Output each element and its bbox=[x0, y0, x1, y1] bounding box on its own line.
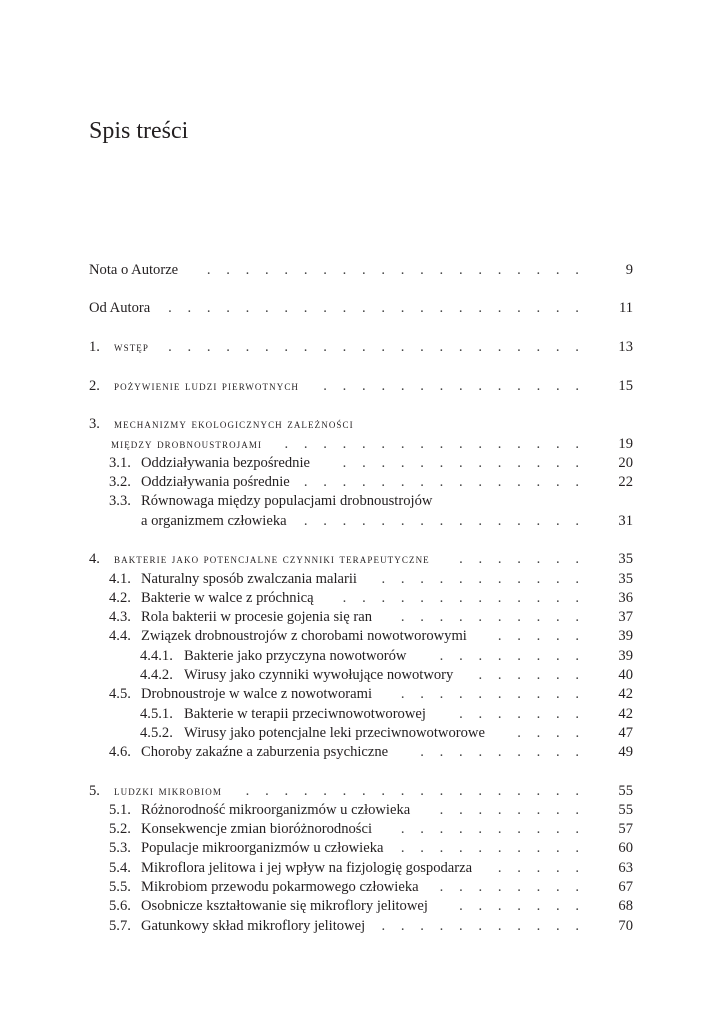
toc-entry[interactable] bbox=[0, 511, 725, 531]
toc-leader-dots: . . . . . . . . . . . . . bbox=[342, 590, 580, 606]
toc-entry[interactable] bbox=[0, 337, 725, 357]
toc-entry-title: Wirusy jako czynniki wywołujące nowotwory bbox=[184, 667, 454, 683]
toc-leader-dots: . . . . . . . . . . . . . . bbox=[323, 378, 579, 394]
toc-entry[interactable] bbox=[0, 414, 725, 434]
toc-entry[interactable] bbox=[0, 896, 725, 916]
toc-entry-page: 13 bbox=[618, 339, 633, 355]
toc-entry-number: 4.2. bbox=[109, 590, 131, 606]
toc-entry-number: 5.2. bbox=[109, 821, 131, 837]
toc-leader-dots: . . . . . . . . bbox=[439, 648, 580, 664]
toc-entry-page: 55 bbox=[618, 783, 633, 799]
toc-entry-page: 49 bbox=[618, 744, 633, 760]
toc-leader-dots: . . . . . . . . . . . . . . . . . . . . . . bbox=[168, 339, 579, 355]
toc-entry[interactable] bbox=[0, 472, 725, 492]
toc-entry-number: 4.6. bbox=[109, 744, 131, 760]
toc-entry[interactable] bbox=[0, 434, 725, 454]
toc-entry-title: Osobnicze kształtowanie się mikroflory jelitowej bbox=[141, 898, 428, 914]
toc-entry-title: bakterie jako potencjalne czynniki terapeutyczne bbox=[114, 551, 430, 566]
toc-entry[interactable] bbox=[0, 626, 725, 646]
toc-entry-title: pożywienie ludzi pierwotnych bbox=[114, 378, 300, 393]
toc-entry-title: Konsekwencje zmian bioróżnorodności bbox=[141, 821, 372, 837]
toc-entry-page: 9 bbox=[625, 262, 633, 278]
toc-entry[interactable] bbox=[0, 742, 725, 762]
toc-entry-page: 36 bbox=[618, 590, 633, 606]
toc-entry-number: 4.1. bbox=[109, 571, 131, 587]
toc-entry-page: 67 bbox=[618, 879, 633, 895]
toc-entry[interactable] bbox=[0, 298, 725, 318]
toc-entry-title: ludzki mikrobiom bbox=[114, 783, 222, 798]
toc-entry-number: 4. bbox=[89, 551, 100, 567]
toc-entry-page: 68 bbox=[618, 898, 633, 914]
toc-entry-title: Różnorodność mikroorganizmów u człowieka bbox=[141, 802, 411, 818]
toc-entry-number: 5.5. bbox=[109, 879, 131, 895]
toc-entry-page: 39 bbox=[618, 628, 633, 644]
toc-entry[interactable] bbox=[0, 569, 725, 589]
toc-entry-number: 5.6. bbox=[109, 898, 131, 914]
toc-entry-title: Bakterie w walce z próchnicą bbox=[141, 590, 314, 606]
toc-entry-page: 63 bbox=[618, 860, 633, 876]
toc-leader-dots: . . . . . bbox=[497, 860, 580, 876]
toc-entry-title: Drobnoustroje w walce z nowotworami bbox=[141, 686, 373, 702]
toc-entry-page: 55 bbox=[618, 802, 633, 818]
toc-entry-title: mechanizmy ekologicznych zależności bbox=[114, 416, 354, 431]
toc-leader-dots: . . . . . . bbox=[478, 667, 580, 683]
toc-entry-title: między drobnoustrojami bbox=[111, 436, 263, 451]
toc-leader-dots: . . . . . . . . . . bbox=[400, 686, 580, 702]
toc-leader-dots: . . . . . . . bbox=[459, 551, 580, 567]
toc-entry-number: 4.4. bbox=[109, 628, 131, 644]
toc-entry-page: 31 bbox=[618, 513, 633, 529]
toc-entry-title: Rola bakterii w procesie gojenia się ran bbox=[141, 609, 372, 625]
toc-entry-number: 5.4. bbox=[109, 860, 131, 876]
toc-entry-number: 4.4.1. bbox=[140, 648, 173, 664]
toc-leader-dots: . . . . . . . . . . . . . bbox=[342, 455, 580, 471]
toc-leader-dots: . . . . . . . . . bbox=[420, 744, 580, 760]
toc-entry-page: 57 bbox=[618, 821, 633, 837]
toc-entry-number: 5.1. bbox=[109, 802, 131, 818]
toc-leader-dots: . . . . . bbox=[497, 628, 580, 644]
toc-entry-title: Równowaga między populacjami drobnoustrojów bbox=[141, 493, 433, 509]
toc-entry-title: Mikroflora jelitowa i jej wpływ na fizjologię gospodarza bbox=[141, 860, 473, 876]
toc-entry-number: 3.1. bbox=[109, 455, 131, 471]
toc-entry-title: wstęp bbox=[114, 339, 150, 354]
toc-leader-dots: . . . . . . . . . . . . . . . . . . . . bbox=[206, 262, 579, 278]
toc-entry-page: 11 bbox=[618, 300, 633, 316]
toc-leader-dots: . . . . bbox=[517, 725, 580, 741]
toc-entry-title: Choroby zakaźne a zaburzenia psychiczne bbox=[141, 744, 389, 760]
toc-leader-dots: . . . . . . . . bbox=[439, 802, 580, 818]
toc-leader-dots: . . . . . . . . . . bbox=[400, 821, 580, 837]
toc-entry-page: 40 bbox=[618, 667, 633, 683]
toc-entry-number: 3.2. bbox=[109, 474, 131, 490]
toc-entry-number: 4.3. bbox=[109, 609, 131, 625]
toc-entry[interactable] bbox=[0, 376, 725, 396]
toc-entry-title: Populacje mikroorganizmów u człowieka bbox=[141, 840, 384, 856]
toc-leader-dots: . . . . . . . . . . . . . . . bbox=[303, 513, 579, 529]
toc-entry-page: 70 bbox=[618, 918, 633, 934]
toc-entry-page: 37 bbox=[618, 609, 633, 625]
toc-entry[interactable] bbox=[0, 838, 725, 858]
toc-leader-dots: . . . . . . . . . . . . . . . . bbox=[284, 436, 579, 452]
toc-leader-dots: . . . . . . . bbox=[459, 706, 580, 722]
toc-entry-number: 4.5.2. bbox=[140, 725, 173, 741]
toc-entry-number: 4.5.1. bbox=[140, 706, 173, 722]
toc-entry-title: Naturalny sposób zwalczania malarii bbox=[141, 571, 357, 587]
toc-entry[interactable] bbox=[0, 646, 725, 666]
toc-entry[interactable] bbox=[0, 704, 725, 724]
toc-entry-number: 2. bbox=[89, 378, 100, 394]
toc-entry-title: Bakterie jako przyczyna nowotworów bbox=[184, 648, 407, 664]
toc-entry[interactable] bbox=[0, 453, 725, 473]
toc-entry-number: 5. bbox=[89, 783, 100, 799]
toc-entry-title: Wirusy jako potencjalne leki przeciwnowotworowe bbox=[184, 725, 485, 741]
toc-entry-title: Bakterie w terapii przeciwnowotworowej bbox=[184, 706, 426, 722]
toc-entry[interactable] bbox=[0, 684, 725, 704]
toc-entry-page: 42 bbox=[618, 706, 633, 722]
toc-entry-title: Gatunkowy skład mikroflory jelitowej bbox=[141, 918, 366, 934]
toc-entry-number: 4.4.2. bbox=[140, 667, 173, 683]
toc-entry-page: 22 bbox=[618, 474, 633, 490]
toc-entry-title: a organizmem człowieka bbox=[141, 513, 287, 529]
toc-entry-number: 5.3. bbox=[109, 840, 131, 856]
toc-entry[interactable] bbox=[0, 781, 725, 801]
toc-entry-number: 1. bbox=[89, 339, 100, 355]
toc-entry-number: 5.7. bbox=[109, 918, 131, 934]
toc-entry-page: 39 bbox=[618, 648, 633, 664]
toc-leader-dots: . . . . . . . . . . . . . . . bbox=[303, 474, 579, 490]
toc-entry-number: 3.3. bbox=[109, 493, 131, 509]
toc-entry[interactable] bbox=[0, 588, 725, 608]
toc-entry[interactable] bbox=[0, 858, 725, 878]
toc-entry-page: 42 bbox=[618, 686, 633, 702]
toc-leader-dots: . . . . . . . . . . . . . . . . . . bbox=[245, 783, 579, 799]
toc-entry-page: 35 bbox=[618, 571, 633, 587]
toc-leader-dots: . . . . . . . . . . bbox=[400, 609, 580, 625]
toc-entry-title: Oddziaływania pośrednie bbox=[141, 474, 290, 490]
toc-entry-page: 15 bbox=[618, 378, 633, 394]
toc-leader-dots: . . . . . . . . . . . bbox=[381, 918, 580, 934]
toc-entry-page: 60 bbox=[618, 840, 633, 856]
toc-entry-title: Oddziaływania bezpośrednie bbox=[141, 455, 310, 471]
toc-entry[interactable] bbox=[0, 800, 725, 820]
toc-entry-title: Mikrobiom przewodu pokarmowego człowieka bbox=[141, 879, 419, 895]
toc-entry[interactable] bbox=[0, 819, 725, 839]
toc-leader-dots: . . . . . . . . . . . . . . . . . . . . . . bbox=[168, 300, 579, 316]
toc-entry[interactable] bbox=[0, 723, 725, 743]
toc-entry-number: 3. bbox=[89, 416, 100, 432]
toc-entry[interactable] bbox=[0, 549, 725, 569]
toc-entry[interactable] bbox=[0, 877, 725, 897]
toc-entry[interactable] bbox=[0, 916, 725, 936]
toc-entry-page: 35 bbox=[618, 551, 633, 567]
toc-entry-page: 47 bbox=[618, 725, 633, 741]
toc-leader-dots: . . . . . . . bbox=[459, 898, 580, 914]
toc-entry-number: 4.5. bbox=[109, 686, 131, 702]
toc-leader-dots: . . . . . . . . . . bbox=[400, 840, 580, 856]
toc-leader-dots: . . . . . . . . bbox=[439, 879, 580, 895]
toc-entry-title: Związek drobnoustrojów z chorobami nowotworowymi bbox=[141, 628, 467, 644]
toc-entry-page: 20 bbox=[618, 455, 633, 471]
toc-entry-page: 19 bbox=[618, 436, 633, 452]
toc-entry-title: Nota o Autorze bbox=[89, 262, 179, 278]
toc-leader-dots: . . . . . . . . . . . bbox=[381, 571, 580, 587]
toc-entry[interactable] bbox=[0, 260, 725, 280]
toc-entry[interactable] bbox=[0, 665, 725, 685]
toc-entry-title: Od Autora bbox=[89, 300, 151, 316]
toc-entry[interactable] bbox=[0, 491, 725, 511]
toc-entry[interactable] bbox=[0, 607, 725, 627]
page-title: Spis treści bbox=[89, 118, 189, 144]
